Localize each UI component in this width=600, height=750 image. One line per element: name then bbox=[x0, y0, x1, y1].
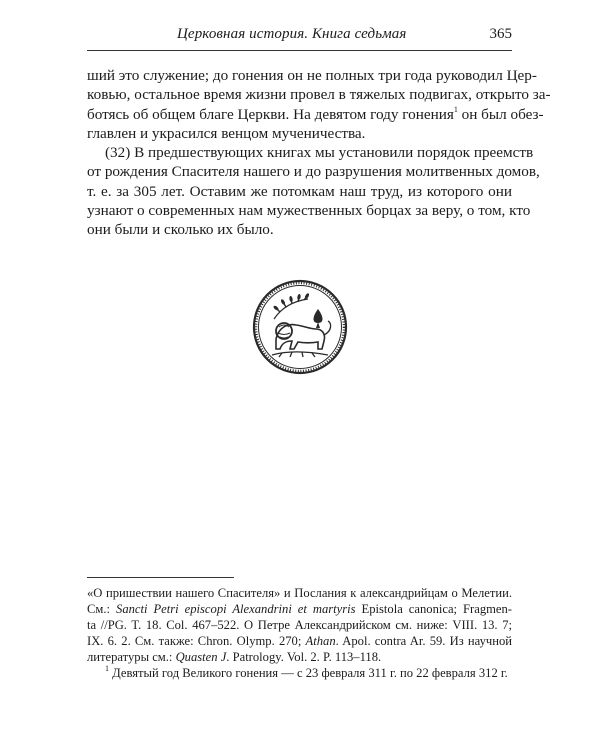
footnote-marker: 1 bbox=[105, 664, 109, 674]
footnote-line: 312 г. bbox=[478, 666, 508, 681]
footnote-divider bbox=[87, 577, 234, 578]
page-number: 365 bbox=[489, 26, 512, 42]
text-line: ботясь об общем благе Церкви. На девятом году гонения$^1$ он был обез- bbox=[87, 104, 544, 123]
footnote-line: IX. 6. 2. См. также: Chron. Olymp. 270; Athan. Apol. contra Ar. 59. Из научной bbox=[87, 634, 512, 649]
footnote-1 bbox=[87, 665, 512, 681]
lion-emblem-icon bbox=[252, 279, 348, 375]
footnote-line: литературы см.: Quasten J. Patrology. Vol. 2. P. 113–118. bbox=[87, 650, 382, 665]
footnote-line: ta //PG. T. 18. Col. 467–522. О Петре Александрийском см. ниже: VIII. 13. 7; bbox=[87, 618, 512, 633]
footnote-ref: 1 bbox=[453, 104, 458, 114]
text-line: ший это служение; до гонения он не полных три года руководил Цер- bbox=[87, 67, 537, 84]
footnote-continued bbox=[87, 585, 512, 665]
footnote-line: См.: Sancti Petri episcopi Alexandrini et martyris Epistola canonica; Fragmen- bbox=[87, 602, 512, 617]
footnote-line: «О пришествии нашего Спасителя» и Послания к александрийцам о Мелетии. bbox=[87, 586, 512, 600]
text-line: т. е. за 305 лет. Оставим же потомкам наш труд, из которого они bbox=[87, 182, 512, 200]
text-line: от рождения Спасителя нашего и до разрушения молитвенных домов, bbox=[87, 163, 540, 181]
main-text bbox=[87, 66, 551, 240]
footnotes bbox=[87, 585, 512, 682]
paragraph-1 bbox=[87, 66, 551, 143]
running-title: Церковная история. Книга седьмая bbox=[177, 26, 407, 42]
text-line: главлен и украсился венцом мученичества. bbox=[87, 124, 366, 142]
text-line: ковью, остальное время жизни провел в тяжелых подвигах, открыто за- bbox=[87, 86, 551, 104]
footnote-line: $^1$ Девятый год Великого гонения — с 23 февраля 311 г. по 22 февраля bbox=[105, 664, 476, 681]
text-line: они были и сколько их было. bbox=[87, 221, 274, 239]
paragraph-2 bbox=[87, 143, 540, 239]
text-line: (32) В предшествующих книгах мы установили порядок преемств bbox=[105, 144, 534, 162]
running-header bbox=[87, 24, 512, 51]
text-line: узнают о современных нам мужественных борцах за веру, о том, кто bbox=[87, 202, 531, 220]
